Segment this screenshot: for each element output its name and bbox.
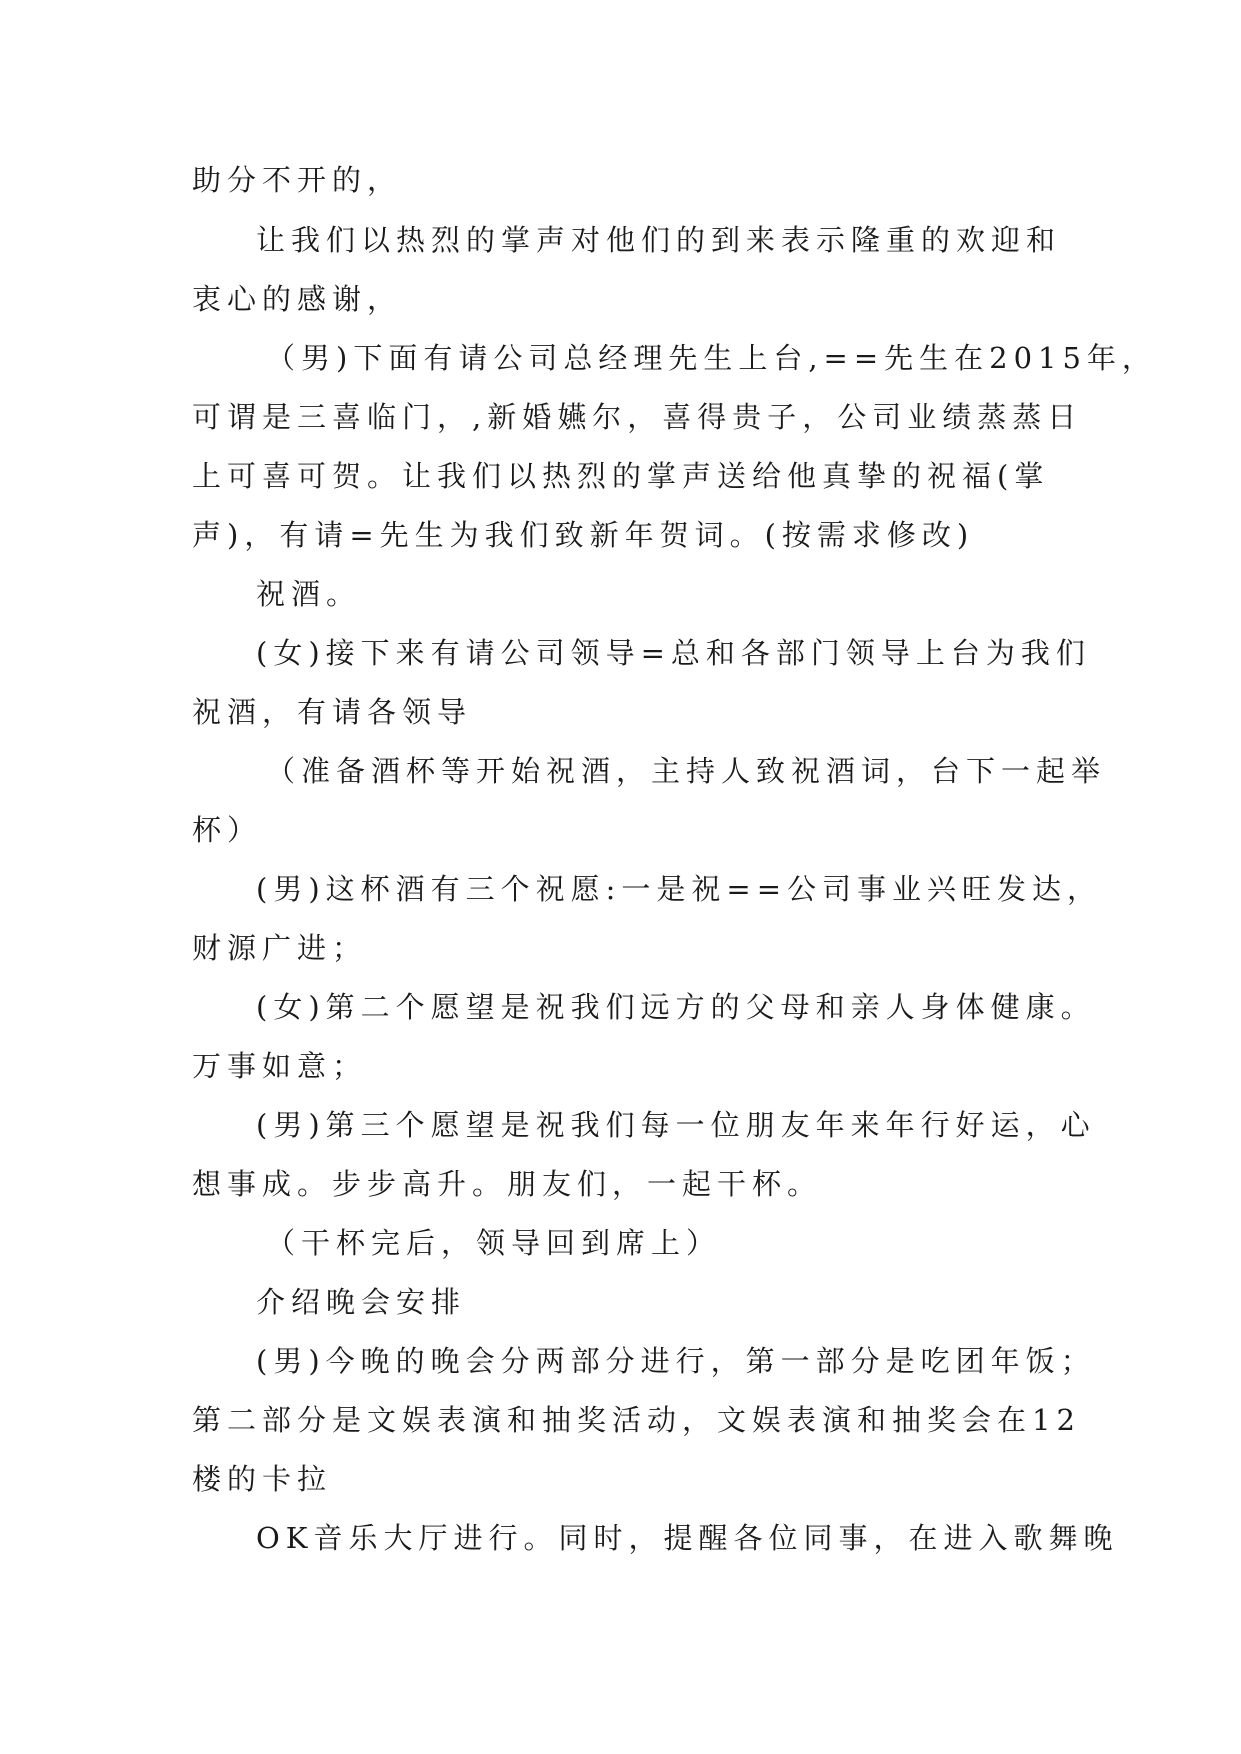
text-line: 祝酒，有请各领导 xyxy=(192,695,473,729)
text-line: 楼的卡拉 xyxy=(192,1462,333,1496)
text-line: (男)这杯酒有三个祝愿:一是祝==公司事业兴旺发达， xyxy=(256,872,1102,906)
text-line: 祝酒。 xyxy=(256,577,362,611)
text-line: 万事如意； xyxy=(192,1049,368,1083)
text-line: 想事成。步步高升。朋友们，一起干杯。 xyxy=(192,1167,823,1201)
text-line: 声)，有请=先生为我们致新年贺词。(按需求修改) xyxy=(192,518,975,552)
text-line: 助分不开的， xyxy=(192,163,403,197)
text-line: OK音乐大厅进行。同时，提醒各位同事，在进入歌舞晚 xyxy=(256,1521,1119,1555)
text-line: 介绍晚会安排 xyxy=(256,1285,467,1319)
text-line: 上可喜可贺。让我们以热烈的掌声送给他真挚的祝福(掌 xyxy=(192,459,1050,493)
text-line: （干杯完后，领导回到席上） xyxy=(266,1226,722,1260)
text-line: 衷心的感谢， xyxy=(192,282,403,316)
text-line: (女)第二个愿望是祝我们远方的父母和亲人身体健康。 xyxy=(256,990,1096,1024)
text-line: （准备酒杯等开始祝酒，主持人致祝酒词，台下一起举 xyxy=(266,754,1107,788)
text-line: 杯） xyxy=(192,813,263,847)
text-line: （男)下面有请公司总经理先生上台,==先生在2015年， xyxy=(266,341,1157,375)
text-line: (男)今晚的晚会分两部分进行，第一部分是吃团年饭； xyxy=(256,1344,1096,1378)
text-line: (男)第三个愿望是祝我们每一位朋友年来年行好运，心 xyxy=(256,1108,1096,1142)
text-line: 让我们以热烈的掌声对他们的到来表示隆重的欢迎和 xyxy=(256,223,1062,257)
text-line: (女)接下来有请公司领导=总和各部门领导上台为我们 xyxy=(256,636,1091,670)
text-line: 第二部分是文娱表演和抽奖活动，文娱表演和抽奖会在12 xyxy=(192,1403,1081,1437)
text-line: 可谓是三喜临门，,新婚嬿尔，喜得贵子，公司业绩蒸蒸日 xyxy=(192,400,1083,434)
text-line: 财源广进； xyxy=(192,931,368,965)
